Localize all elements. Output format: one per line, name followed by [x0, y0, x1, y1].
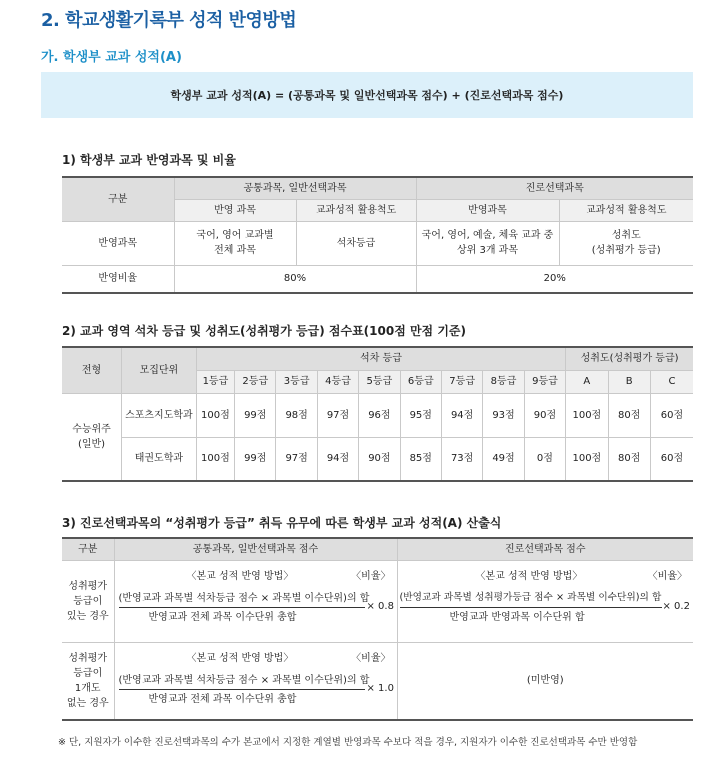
score-cell: 94점 — [441, 393, 482, 437]
score-cell: 85점 — [400, 437, 441, 481]
score-cell: 73점 — [441, 437, 482, 481]
ratio-label: 〈비율〉 — [351, 570, 391, 582]
table-cell: 국어, 영어, 예술, 체육 교과 중 상위 3개 과목 — [416, 221, 559, 265]
numerator: (반영교과 과목별 석차등급 점수 × 과목별 이수단위)의 합 — [118, 592, 370, 604]
score-cell: 99점 — [235, 437, 276, 481]
score-cell: 99점 — [235, 393, 276, 437]
section1-heading: 1) 학생부 교과 반영과목 및 비율 — [62, 153, 236, 167]
header-type: 전형 — [62, 347, 122, 393]
row-label: 반영과목 — [62, 221, 174, 265]
grade-header: 7등급 — [441, 370, 482, 393]
grade-header: 2등급 — [235, 370, 276, 393]
header-common-score: 공통과목, 일반선택과목 점수 — [114, 538, 397, 560]
score-cell: 97점 — [317, 393, 358, 437]
multiplier: × 1.0 — [366, 682, 394, 694]
table-formula — [62, 537, 693, 721]
page-title: 2. 학교생활기록부 성적 반영방법 — [41, 10, 297, 31]
method-label: 〈본교 성적 반영 방법〉 — [475, 570, 583, 582]
header-sub-subjects: 반영 과목 — [174, 199, 296, 221]
footnote: ※ 단, 지원자가 이수한 진로선택과목의 수가 본교에서 지정한 계열별 반영과목 수보다 적을 경우, 지원자가 이수한 진로선택과목 수만 반영함 — [58, 737, 638, 748]
score-cell: 100점 — [196, 393, 234, 437]
score-cell: 100점 — [566, 393, 608, 437]
score-cell: 94점 — [317, 437, 358, 481]
table-cell: 석차등급 — [296, 221, 416, 265]
header-achievement: 성취도(성취평가 등급) — [566, 347, 693, 370]
score-cell: 90점 — [524, 393, 565, 437]
unit-label: 태권도학과 — [122, 437, 197, 481]
denominator: 반영교과 반영과목 이수단위 합 — [449, 611, 585, 623]
formula-career — [397, 560, 693, 642]
header-sub-subjects-career: 반영과목 — [416, 199, 559, 221]
ratio-label: 〈비율〉 — [647, 570, 687, 582]
ratio-label: 〈비율〉 — [351, 652, 391, 664]
header-common: 공통과목, 일반선택과목 — [174, 177, 416, 199]
method-label: 〈본교 성적 반영 방법〉 — [186, 570, 294, 582]
header-rank: 석차 등급 — [196, 347, 565, 370]
table-cell: 국어, 영어 교과별 전체 과목 — [174, 221, 296, 265]
section2-heading: 2) 교과 영역 석차 등급 및 성취도(성취평가 등급) 점수표(100점 만점 기준) — [62, 324, 466, 338]
grade-header: 5등급 — [359, 370, 400, 393]
numerator: (반영교과 과목별 석차등급 점수 × 과목별 이수단위)의 합 — [118, 674, 370, 686]
score-cell: 49점 — [483, 437, 524, 481]
grade-header: 8등급 — [483, 370, 524, 393]
table-cell: 성취도 (성취평가 등급) — [559, 221, 693, 265]
score-cell: 100점 — [196, 437, 234, 481]
score-cell: 98점 — [276, 393, 317, 437]
score-cell: 97점 — [276, 437, 317, 481]
row-label: 성취평가 등급이 있는 경우 — [62, 560, 114, 642]
row-label: 성취평가 등급이 1개도 없는 경우 — [62, 642, 114, 720]
header-career-score: 진로선택과목 점수 — [397, 538, 693, 560]
header-gubun: 구분 — [62, 538, 114, 560]
unit-label: 스포츠지도학과 — [122, 393, 197, 437]
grade-header: 3등급 — [276, 370, 317, 393]
grade-header: C — [650, 370, 693, 393]
grade-header: B — [608, 370, 650, 393]
table-score-chart — [62, 346, 693, 482]
fraction-line — [400, 607, 662, 608]
header-sub-scale: 교과성적 활용척도 — [296, 199, 416, 221]
table-cell: 80% — [174, 265, 416, 293]
section3-heading: 3) 진로선택과목의 “성취평가 등급” 취득 유무에 따른 학생부 교과 성적(A) 산출식 — [62, 516, 502, 530]
fraction-line — [119, 689, 365, 690]
score-cell: 0점 — [524, 437, 565, 481]
table-cell: 20% — [416, 265, 693, 293]
grade-header: 6등급 — [400, 370, 441, 393]
grade-header: A — [566, 370, 608, 393]
formula-text: 학생부 교과 성적(A) = (공통과목 및 일반선택과목 점수) + (진로선택과목 점수) — [170, 89, 564, 102]
method-label: 〈본교 성적 반영 방법〉 — [186, 652, 294, 664]
score-cell: 93점 — [483, 393, 524, 437]
denominator: 반영교과 전체 과목 이수단위 총합 — [148, 693, 297, 705]
header-career: 진로선택과목 — [416, 177, 693, 199]
header-gubun: 구분 — [62, 177, 174, 221]
header-sub-scale-career: 교과성적 활용척도 — [559, 199, 693, 221]
score-cell: 60점 — [650, 437, 693, 481]
fraction-line — [119, 607, 365, 608]
denominator: 반영교과 전체 과목 이수단위 총합 — [148, 611, 297, 623]
row-label: 반영비율 — [62, 265, 174, 293]
score-cell: 100점 — [566, 437, 608, 481]
section-subtitle: 가. 학생부 교과 성적(A) — [41, 50, 182, 65]
grade-header: 1등급 — [196, 370, 234, 393]
grade-header: 4등급 — [317, 370, 358, 393]
header-unit: 모집단위 — [122, 347, 197, 393]
formula-common-1 — [114, 560, 397, 642]
score-cell: 80점 — [608, 437, 650, 481]
score-cell: 60점 — [650, 393, 693, 437]
not-applied: (미반영) — [397, 642, 693, 720]
score-cell: 90점 — [359, 437, 400, 481]
formula-box — [41, 72, 693, 118]
multiplier: × 0.8 — [366, 600, 394, 612]
grade-header: 9등급 — [524, 370, 565, 393]
score-cell: 96점 — [359, 393, 400, 437]
multiplier: × 0.2 — [662, 600, 690, 612]
numerator: (반영교과 과목별 성취평가등급 점수 × 과목별 이수단위)의 합 — [399, 591, 662, 603]
table-reflection-subjects — [62, 176, 693, 294]
score-cell: 80점 — [608, 393, 650, 437]
score-cell: 95점 — [400, 393, 441, 437]
type-label: 수능위주 (일반) — [62, 393, 122, 481]
formula-common-2 — [114, 642, 397, 720]
